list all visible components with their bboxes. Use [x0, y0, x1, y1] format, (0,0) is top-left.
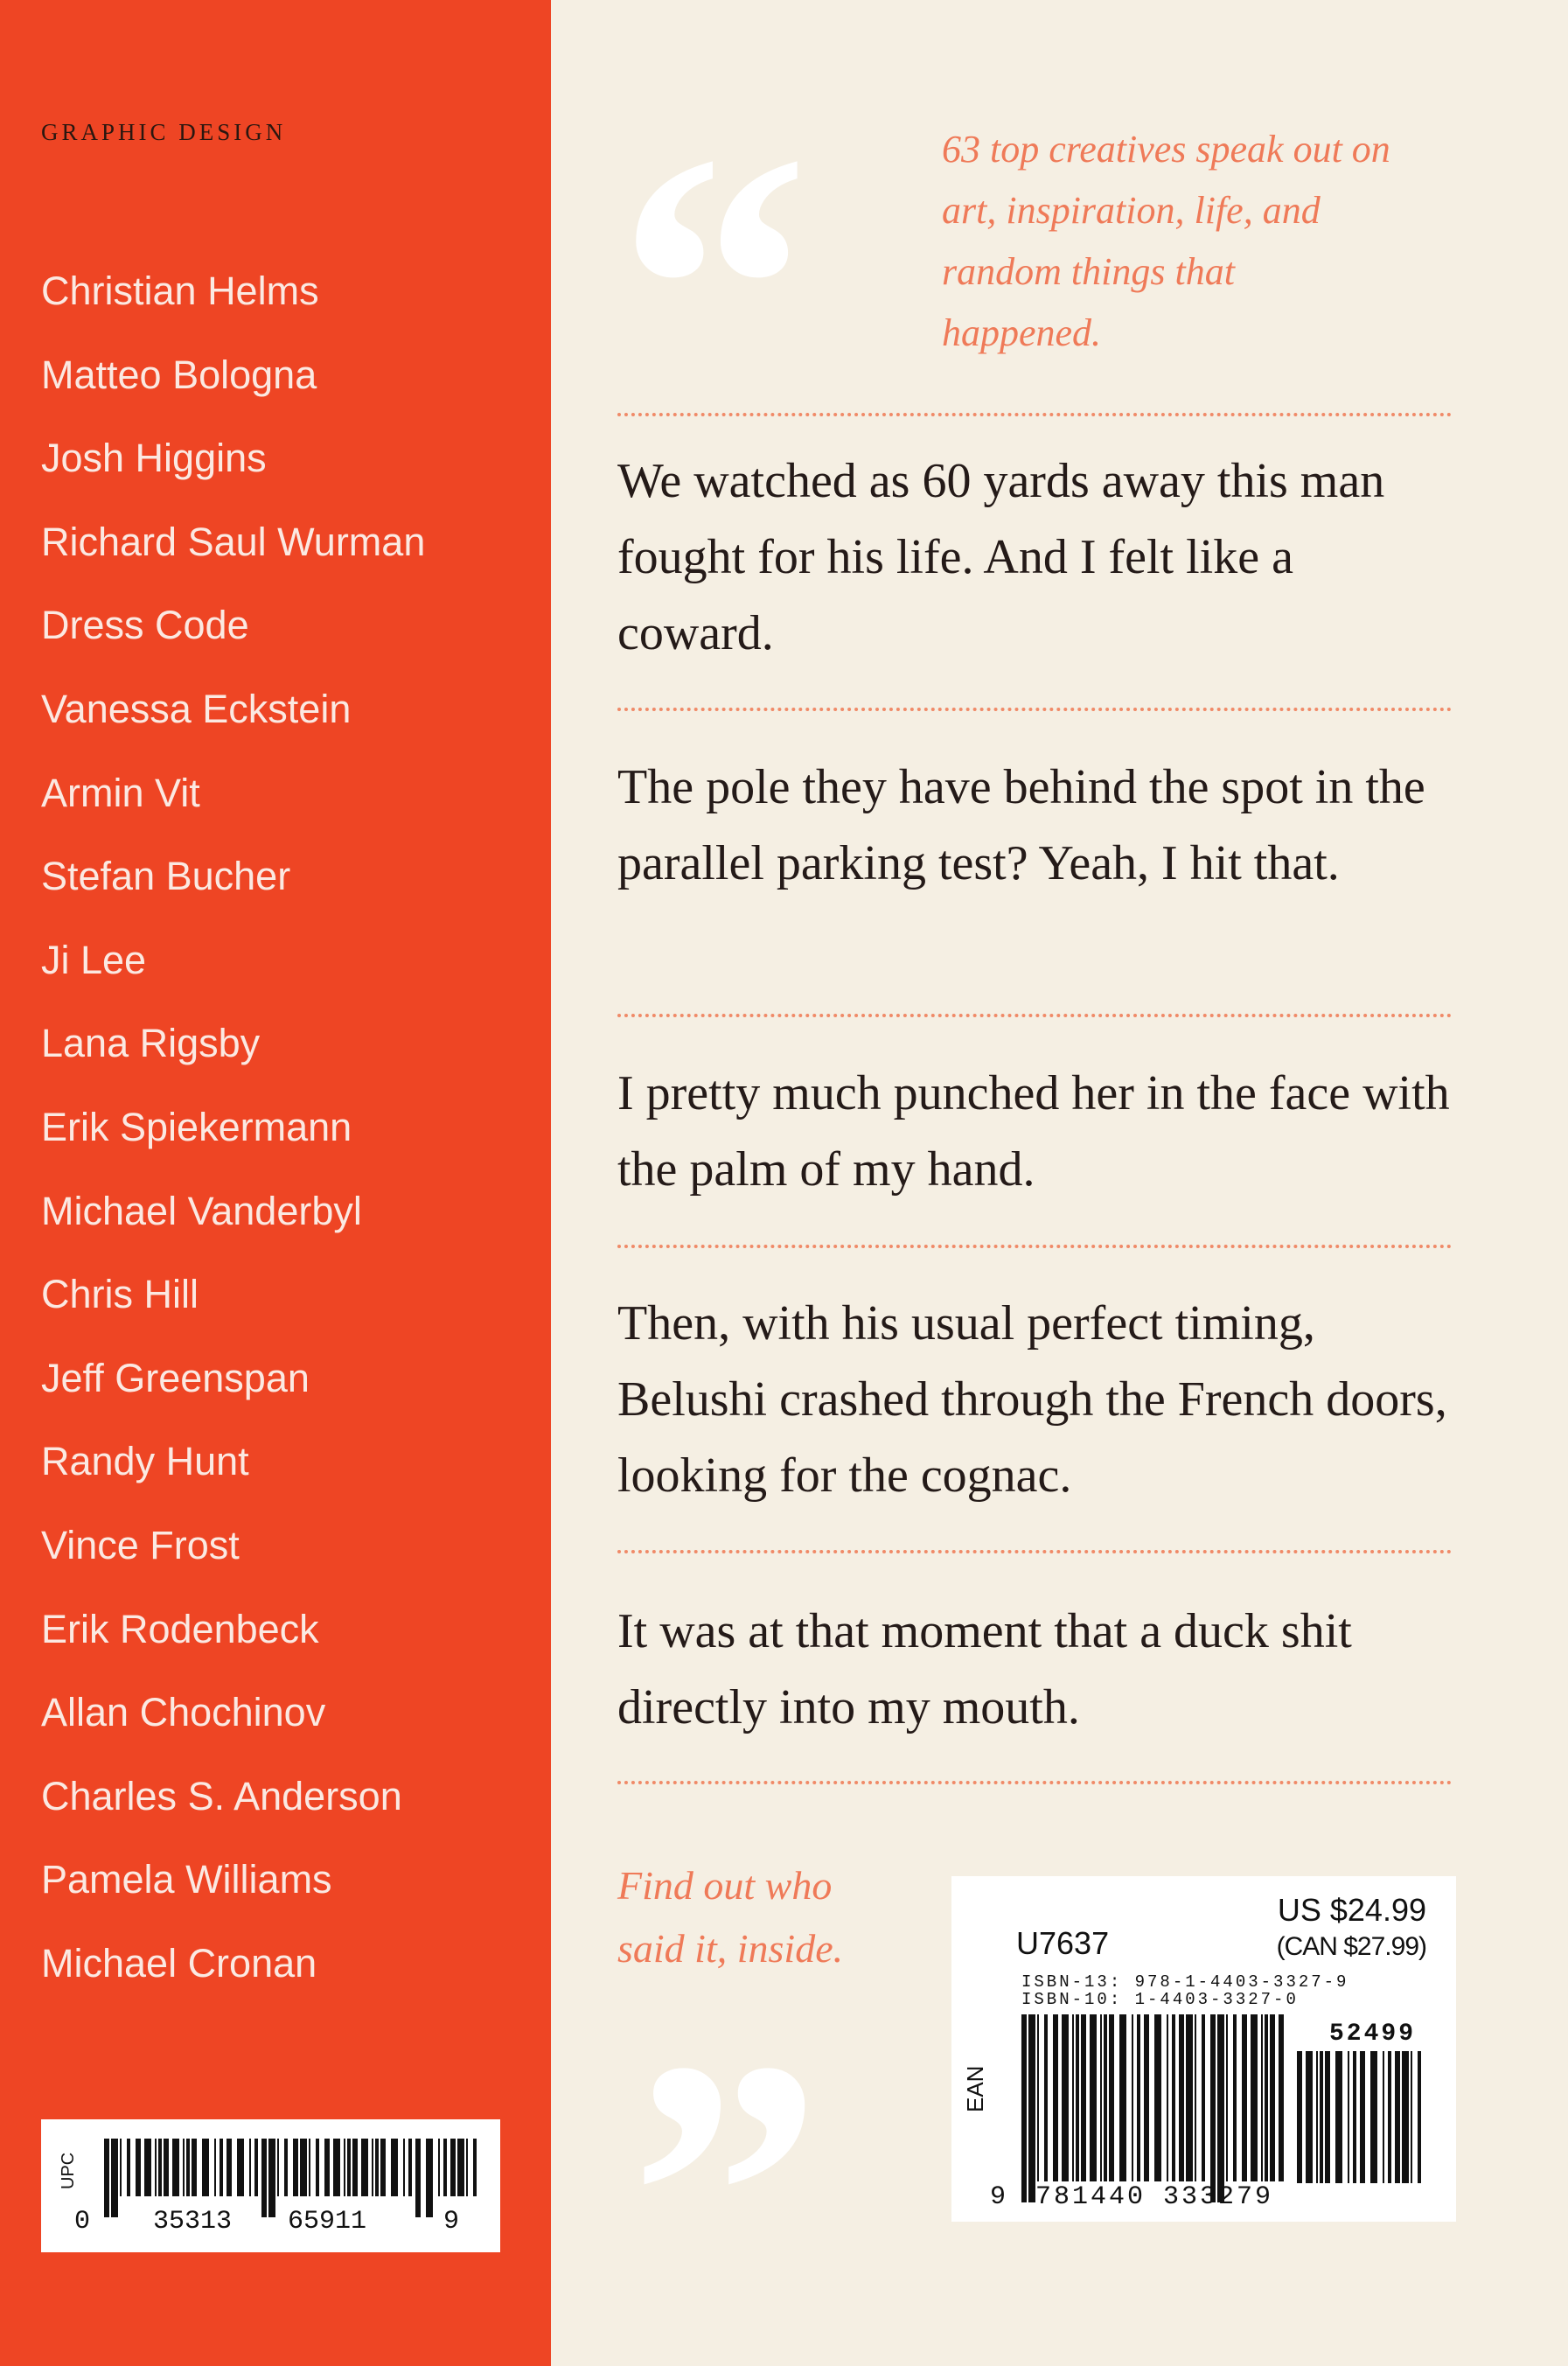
tagline: 63 top creatives speak out on art, inspiration, life, and random things that happened.	[942, 128, 1390, 354]
barcode-bar	[1226, 2014, 1228, 2181]
barcode-bar	[1109, 2014, 1114, 2181]
barcode-bar	[1132, 2014, 1133, 2181]
barcode-bar	[1144, 2014, 1149, 2181]
contributor-name: Michael Cronan	[41, 1940, 317, 1986]
contributor-name: Lana Rigsby	[41, 1021, 261, 1066]
barcode-bar	[361, 2139, 368, 2196]
contributor-name: Richard Saul Wurman	[41, 519, 426, 564]
product-code: U7637	[1016, 1925, 1110, 1961]
barcode-bar	[237, 2139, 244, 2196]
barcode-bar	[1411, 2051, 1412, 2183]
quote-1: We watched as 60 yards away this man fought for his life. And I felt like a coward.	[617, 454, 1385, 660]
barcode-bar	[1179, 2014, 1184, 2181]
contributor-name: Michael Vanderbyl	[41, 1188, 362, 1233]
contributor-name: Vince Frost	[41, 1522, 240, 1567]
contributor-name: Erik Spiekermann	[41, 1104, 352, 1149]
barcode-bar	[127, 2139, 130, 2196]
barcode-bar	[408, 2139, 412, 2196]
barcode-bar	[1028, 2014, 1035, 2202]
barcode-bar	[1395, 2051, 1400, 2183]
barcode-bar	[1265, 2014, 1268, 2181]
barcode-bar	[1037, 2014, 1039, 2181]
ean-bars	[1021, 2014, 1284, 2202]
contributor-name: Jeff Greenspan	[41, 1355, 310, 1400]
barcode-bar	[284, 2139, 288, 2196]
barcode-bar	[144, 2139, 151, 2196]
barcode-bar	[1053, 2014, 1058, 2181]
barcode-bar	[202, 2139, 209, 2196]
dotted-divider	[617, 1014, 1452, 1017]
dotted-divider	[617, 413, 1452, 416]
upc-left-digits: 35313	[153, 2207, 233, 2237]
contributor-list	[41, 264, 425, 2020]
barcode-bar	[104, 2139, 109, 2217]
barcode-bar	[473, 2139, 477, 2196]
price-can: (CAN $27.99)	[1276, 1932, 1426, 1961]
contributor-name: Stefan Bucher	[41, 854, 291, 899]
barcode-bar	[155, 2139, 157, 2196]
contributor-name: Vanessa Eckstein	[41, 686, 352, 731]
barcode-bar	[372, 2139, 373, 2196]
barcode-bar	[352, 2139, 358, 2196]
contributor-name: Randy Hunt	[41, 1439, 249, 1484]
barcode-bar	[466, 2139, 468, 2196]
barcode-bar	[1072, 2014, 1074, 2181]
barcode-bar	[1167, 2014, 1168, 2181]
dotted-divider	[617, 708, 1452, 711]
dotted-divider	[617, 1781, 1452, 1784]
open-quote-mark: “	[617, 96, 810, 385]
barcode-bar	[192, 2139, 197, 2196]
barcode-bar	[443, 2139, 447, 2196]
quote-4: Then, with his usual perfect timing, Belushi crashed through the French doors, looking for the cognac.	[617, 1296, 1447, 1503]
barcode-bar	[375, 2139, 379, 2196]
barcode-bar	[1297, 2051, 1302, 2183]
barcode-bar	[403, 2139, 405, 2196]
barcode-bar	[457, 2139, 464, 2196]
contributor-name: Charles S. Anderson	[41, 1773, 402, 1818]
left-panel	[0, 0, 551, 2366]
barcode-bar	[1172, 2014, 1175, 2181]
upc-bars	[104, 2139, 480, 2217]
barcode-bar	[309, 2139, 310, 2196]
barcode-bar	[1279, 2014, 1284, 2181]
ean-barcode-block	[951, 1876, 1456, 2222]
barcode-bar	[426, 2139, 433, 2217]
quote-2: The pole they have behind the spot in the parallel parking test? Yeah, I hit that.	[617, 760, 1425, 890]
barcode-bar	[347, 2139, 351, 2196]
barcode-bar	[172, 2139, 179, 2196]
barcode-bar	[1325, 2051, 1330, 2183]
contributor-name: Ji Lee	[41, 937, 147, 982]
barcode-bar	[1348, 2051, 1349, 2183]
contributor-name: Armin Vit	[41, 770, 200, 815]
barcode-bar	[1233, 2014, 1237, 2181]
barcode-bar	[261, 2139, 267, 2217]
dotted-divider	[617, 1550, 1452, 1553]
barcode-bar	[1186, 2014, 1193, 2181]
barcode-bar	[1316, 2051, 1318, 2183]
barcode-bar	[214, 2139, 216, 2196]
barcode-bar	[333, 2139, 340, 2196]
contributor-name: Josh Higgins	[41, 436, 267, 481]
contributor-name: Christian Helms	[41, 269, 319, 313]
barcode-bar	[1104, 2014, 1107, 2181]
barcode-bar	[1076, 2014, 1079, 2181]
barcode-bar	[1195, 2014, 1196, 2181]
barcode-bar	[220, 2139, 223, 2196]
barcode-bar	[1335, 2051, 1342, 2183]
barcode-bar	[1021, 2014, 1027, 2202]
barcode-bar	[254, 2139, 258, 2196]
barcode-bar	[1090, 2014, 1097, 2181]
price-addon-number: 52499	[1329, 2021, 1417, 2048]
barcode-bar	[1402, 2051, 1409, 2183]
find-out-text: Find out who said it, inside.	[617, 1863, 844, 1971]
barcode-bar	[1081, 2014, 1086, 2181]
contributor-name: Dress Code	[41, 603, 249, 648]
barcode-bar	[1154, 2014, 1161, 2181]
barcode-bar	[249, 2139, 251, 2196]
barcode-bar	[391, 2139, 398, 2196]
barcode-bar	[136, 2139, 141, 2196]
quote-5: It was at that moment that a duck shit directly into my mouth.	[617, 1604, 1352, 1734]
barcode-bar	[1044, 2014, 1048, 2181]
barcode-bar	[1119, 2014, 1126, 2181]
barcode-bar	[1388, 2051, 1391, 2183]
barcode-bar	[1353, 2051, 1356, 2183]
upc-label: UPC	[59, 2152, 78, 2189]
barcode-bar	[1306, 2051, 1313, 2183]
barcode-bar	[120, 2139, 122, 2196]
barcode-bar	[1242, 2014, 1247, 2181]
dotted-divider	[617, 1245, 1452, 1248]
upc-right-digits: 65911	[288, 2207, 367, 2237]
barcode-bar	[380, 2139, 386, 2196]
barcode-bar	[324, 2139, 330, 2196]
barcode-bar	[1062, 2014, 1069, 2181]
quote-3: I pretty much punched her in the face with the palm of my hand.	[617, 1066, 1450, 1197]
barcode-bar	[226, 2139, 232, 2196]
barcode-bar	[1202, 2014, 1205, 2181]
barcode-bar	[1217, 2014, 1224, 2202]
contributor-name: Chris Hill	[41, 1272, 199, 1317]
barcode-bar	[415, 2139, 421, 2217]
barcode-bar	[1360, 2051, 1365, 2183]
barcode-bar	[1137, 2014, 1140, 2181]
barcode-bar	[111, 2139, 118, 2217]
barcode-bar	[1370, 2051, 1377, 2183]
barcode-bar	[186, 2139, 190, 2196]
ean-right-digits: 333279	[1163, 2182, 1274, 2212]
barcode-bar	[164, 2139, 169, 2196]
barcode-bar	[1100, 2014, 1102, 2181]
ean-left-digits: 781440	[1035, 2182, 1146, 2212]
category-label: GRAPHIC DESIGN	[41, 119, 287, 145]
ean-lead-digit: 9	[990, 2182, 1009, 2212]
upc-trail-digit: 9	[443, 2207, 460, 2237]
barcode-bar	[277, 2139, 279, 2196]
barcode-bar	[344, 2139, 345, 2196]
contributor-name: Erik Rodenbeck	[41, 1606, 319, 1651]
addon-bars	[1297, 2051, 1428, 2204]
barcode-bar	[183, 2139, 185, 2196]
upc-barcode	[41, 2119, 500, 2252]
contributor-name: Pamela Williams	[41, 1857, 332, 1902]
barcode-bar	[1270, 2014, 1275, 2181]
isbn-13: ISBN-13: 978-1-4403-3327-9	[1021, 1972, 1349, 1992]
upc-lead-digit: 0	[74, 2207, 91, 2237]
barcode-bar	[1210, 2014, 1216, 2202]
barcode-bar	[316, 2139, 319, 2196]
price-us: US $24.99	[1277, 1892, 1426, 1928]
ean-label: EAN	[962, 2065, 988, 2112]
barcode-bar	[268, 2139, 275, 2217]
barcode-bar	[300, 2139, 307, 2196]
barcode-bar	[438, 2139, 440, 2196]
barcode-bar	[293, 2139, 298, 2196]
isbn-10: ISBN-10: 1-4403-3327-0	[1021, 1990, 1299, 2009]
barcode-bar	[158, 2139, 162, 2196]
barcode-bar	[1383, 2051, 1384, 2183]
barcode-bar	[450, 2139, 456, 2196]
contributor-name: Matteo Bologna	[41, 352, 317, 397]
barcode-bar	[1418, 2051, 1421, 2183]
barcode-bar	[1251, 2014, 1258, 2181]
close-quote-mark: ”	[630, 2003, 822, 2362]
barcode-bar	[1320, 2051, 1323, 2183]
barcode-bar	[1261, 2014, 1263, 2181]
contributor-name: Allan Chochinov	[41, 1690, 326, 1735]
